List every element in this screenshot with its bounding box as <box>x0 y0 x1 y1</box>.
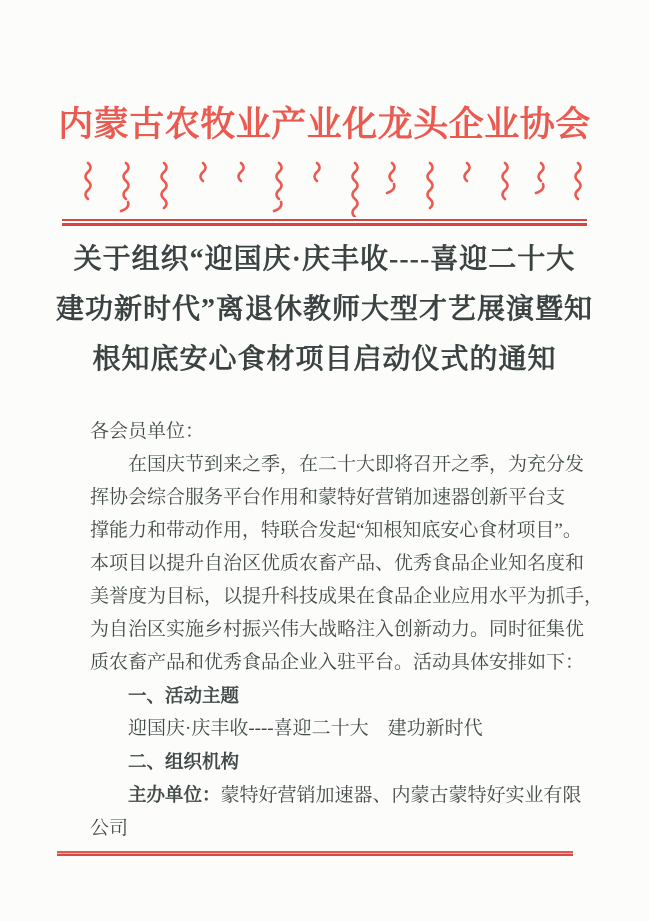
body-line <box>90 547 594 580</box>
letterhead <box>0 0 649 226</box>
document-title <box>0 235 649 385</box>
line-text: 蒙特好营销加速器、内蒙古蒙特好实业有限 <box>220 785 582 806</box>
body-line <box>90 514 594 547</box>
body-line <box>90 415 594 448</box>
line-bold-prefix: 主办单位： <box>128 784 221 805</box>
line-text: 质农畜产品和优秀食品企业入驻平台。活动具体安排如下： <box>90 652 585 673</box>
body-line <box>90 646 594 679</box>
body-line <box>90 812 594 845</box>
association-name: 内蒙古农牧业产业化龙头企业协会 <box>58 104 591 145</box>
body-line <box>90 712 594 745</box>
line-text: 美誉度为目标，以提升科技成果在食品企业应用水平为抓手， <box>90 586 604 607</box>
body-line <box>90 481 594 514</box>
line-text: 撑能力和带动作用，特联合发起“知根知底安心食材项目”。 <box>90 520 582 541</box>
line-text: 迎国庆·庆丰收----喜迎二十大 建功新时代 <box>128 718 483 739</box>
section-heading <box>90 679 594 712</box>
body-line <box>90 613 594 646</box>
line-text: 本项目以提升自治区优质农畜产品、优秀食品企业知名度和 <box>90 553 585 574</box>
document-body <box>90 415 604 845</box>
body-line <box>90 580 604 613</box>
section-heading <box>90 745 594 778</box>
body-line <box>90 448 594 481</box>
line-text: 在国庆节到来之季，在二十大即将召开之季，为充分发 <box>128 454 585 475</box>
line-text: 为自治区实施乡村振兴伟大战略注入创新动力。同时征集优 <box>90 619 585 640</box>
body-line <box>90 778 594 812</box>
header-divider <box>62 219 587 226</box>
line-text: 各会员单位： <box>90 421 205 442</box>
mongolian-script-band <box>0 159 649 217</box>
line-text: 公司 <box>90 818 129 839</box>
line-text: 挥协会综合服务平台作用和蒙特好营销加速器创新平台支 <box>90 487 566 508</box>
line-text: 二、组织机构 <box>128 751 240 772</box>
document-title-line: 建功新时代”离退休教师大型才艺展演暨知 <box>55 294 593 325</box>
mongolian-glyphs <box>86 163 581 217</box>
document-title-line: 关于组织“迎国庆·庆丰收----喜迎二十大 <box>73 244 576 275</box>
line-text: 一、活动主题 <box>128 685 240 706</box>
footer-divider <box>57 851 573 856</box>
document-title-line: 根知底安心食材项目启动仪式的通知 <box>92 344 557 375</box>
